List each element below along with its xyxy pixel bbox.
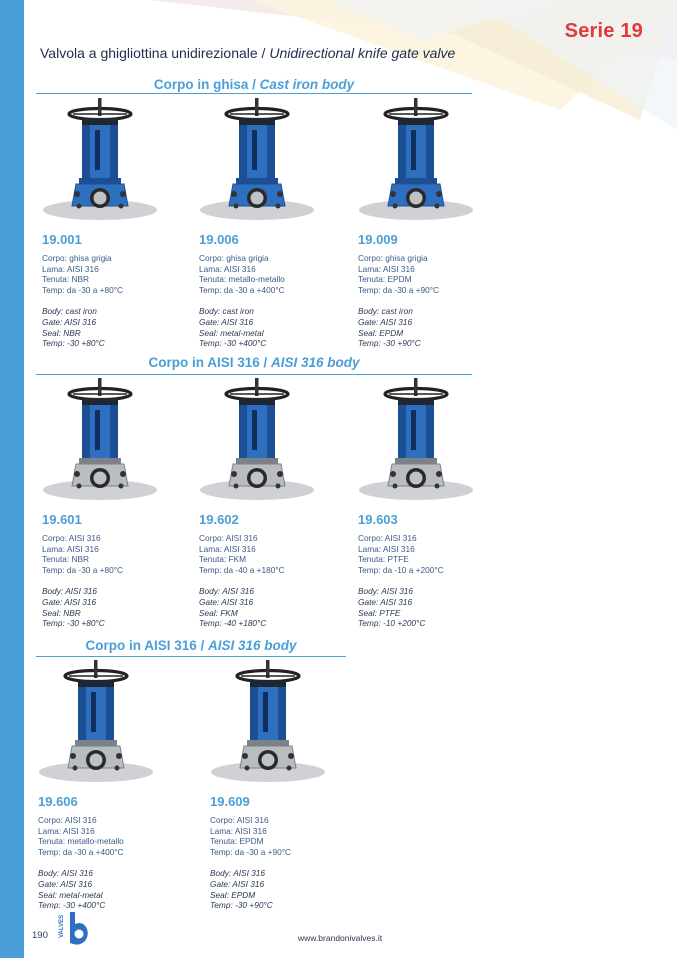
- spec-line: Corpo: ghisa grigia: [42, 253, 112, 263]
- spec-line: Temp: -30 +90°C: [210, 900, 273, 911]
- spec-line: Tenuta: EPDM: [210, 836, 264, 847]
- spec-line: Seal: metal-metal: [38, 889, 103, 900]
- product-code: 19.603: [358, 512, 398, 527]
- side-color-bar: [0, 0, 24, 958]
- spec-italian: [38, 815, 188, 857]
- spec-line: Temp: da -40 a +180°C: [199, 564, 285, 575]
- spec-line: Gate: AISI 316: [42, 316, 97, 327]
- spec-line: Corpo: AISI 316: [199, 533, 258, 543]
- product-code: 19.009: [358, 232, 398, 247]
- spec-line: Body: AISI 316: [358, 586, 414, 597]
- spec-line: Temp: -30 +90°C: [358, 338, 421, 349]
- product-card: [358, 98, 508, 349]
- product-card: [42, 98, 192, 349]
- spec-italian: [210, 815, 360, 857]
- spec-line: Seal: NBR: [42, 607, 81, 618]
- section-title-it: Corpo in AISI 316: [85, 638, 197, 653]
- page-title-it: Valvola a ghigliottina unidirezionale: [40, 45, 258, 61]
- spec-line: Tenuta: FKM: [199, 554, 247, 565]
- product-code: 19.601: [42, 512, 82, 527]
- spec-line: Gate: AISI 316: [42, 596, 97, 607]
- section-divider: [36, 656, 346, 657]
- spec-line: Temp: da -30 a +400°C: [38, 846, 124, 857]
- spec-line: Gate: AISI 316: [38, 878, 93, 889]
- spec-line: Gate: AISI 316: [199, 596, 254, 607]
- valve-image: [358, 378, 474, 504]
- spec-line: Lama: AISI 316: [42, 543, 99, 554]
- spec-line: Corpo: AISI 316: [358, 533, 417, 543]
- spec-italian: [42, 253, 192, 295]
- spec-line: Tenuta: NBR: [42, 554, 90, 565]
- spec-line: Lama: AISI 316: [358, 543, 415, 554]
- spec-italian: [358, 533, 508, 575]
- spec-line: Seal: FKM: [199, 607, 238, 618]
- logo-text: VALVES: [59, 914, 65, 938]
- spec-line: Seal: PTFE: [358, 607, 401, 618]
- spec-english: [38, 868, 188, 910]
- spec-line: Temp: da -30 a +90°C: [358, 284, 440, 295]
- spec-line: Corpo: ghisa grigia: [199, 253, 269, 263]
- spec-line: Tenuta: metallo-metallo: [199, 274, 285, 285]
- section-title-separator: /: [259, 355, 271, 370]
- section-heading-aisi316-b: [36, 638, 346, 653]
- spec-line: Lama: AISI 316: [210, 825, 267, 836]
- spec-english: [42, 306, 192, 348]
- section-title-en: AISI 316 body: [208, 638, 297, 653]
- product-card: [199, 98, 349, 349]
- valve-image: [210, 660, 326, 786]
- section-title-en: Cast iron body: [259, 77, 355, 92]
- spec-line: Temp: -30 +400°C: [199, 338, 267, 349]
- brand-logo: [58, 910, 92, 946]
- product-card: [358, 378, 508, 629]
- page-number: 190: [32, 930, 48, 941]
- spec-italian: [199, 253, 349, 295]
- spec-line: Body: cast iron: [358, 306, 413, 317]
- spec-english: [42, 586, 192, 628]
- section-divider: [36, 93, 472, 94]
- spec-line: Temp: da -30 a +80°C: [42, 564, 124, 575]
- spec-line: Tenuta: NBR: [42, 274, 90, 285]
- spec-line: Lama: AISI 316: [38, 825, 95, 836]
- valve-image: [199, 98, 315, 224]
- section-title-it: Corpo in AISI 316: [148, 355, 260, 370]
- spec-line: Temp: -30 +80°C: [42, 338, 105, 349]
- product-code: 19.602: [199, 512, 239, 527]
- spec-english: [358, 306, 508, 348]
- spec-english: [199, 586, 349, 628]
- spec-line: Body: AISI 316: [210, 868, 266, 879]
- series-label: Serie 19: [564, 20, 643, 42]
- spec-english: [199, 306, 349, 348]
- spec-line: Lama: AISI 316: [199, 543, 256, 554]
- spec-line: Seal: EPDM: [210, 889, 256, 900]
- product-card: [38, 660, 188, 911]
- page-title-separator: /: [257, 45, 270, 61]
- section-title-separator: /: [196, 638, 208, 653]
- spec-line: Corpo: ghisa grigia: [358, 253, 428, 263]
- product-card: [42, 378, 192, 629]
- spec-line: Body: cast iron: [199, 306, 254, 317]
- spec-line: Tenuta: EPDM: [358, 274, 412, 285]
- spec-italian: [358, 253, 508, 295]
- page-title: [40, 45, 455, 61]
- spec-line: Corpo: AISI 316: [210, 815, 269, 825]
- valve-image: [358, 98, 474, 224]
- spec-line: Corpo: AISI 316: [38, 815, 97, 825]
- valve-image: [38, 660, 154, 786]
- spec-line: Seal: NBR: [42, 327, 81, 338]
- spec-line: Tenuta: metallo-metallo: [38, 836, 124, 847]
- section-title-separator: /: [248, 77, 260, 92]
- valve-image: [42, 378, 158, 504]
- spec-line: Tenuta: PTFE: [358, 554, 409, 565]
- section-title-en: AISI 316 body: [271, 355, 360, 370]
- spec-line: Temp: -10 +200°C: [358, 618, 426, 629]
- spec-line: Corpo: AISI 316: [42, 533, 101, 543]
- spec-line: Gate: AISI 316: [210, 878, 265, 889]
- spec-italian: [199, 533, 349, 575]
- spec-line: Gate: AISI 316: [199, 316, 254, 327]
- product-code: 19.001: [42, 232, 82, 247]
- valve-image: [199, 378, 315, 504]
- website-url: www.brandonivalves.it: [298, 933, 383, 943]
- spec-line: Body: AISI 316: [38, 868, 94, 879]
- product-code: 19.006: [199, 232, 239, 247]
- section-heading-aisi316-a: [36, 355, 472, 370]
- spec-line: Gate: AISI 316: [358, 596, 413, 607]
- spec-italian: [42, 533, 192, 575]
- spec-line: Lama: AISI 316: [358, 263, 415, 274]
- spec-line: Temp: da -30 a +80°C: [42, 284, 124, 295]
- spec-line: Lama: AISI 316: [42, 263, 99, 274]
- spec-line: Temp: -30 +80°C: [42, 618, 105, 629]
- spec-line: Body: cast iron: [42, 306, 97, 317]
- spec-line: Temp: da -30 a +90°C: [210, 846, 292, 857]
- spec-line: Body: AISI 316: [42, 586, 98, 597]
- section-heading-cast-iron: [36, 77, 472, 92]
- spec-line: Temp: -40 +180°C: [199, 618, 267, 629]
- spec-line: Seal: metal-metal: [199, 327, 264, 338]
- section-title-it: Corpo in ghisa: [153, 77, 249, 92]
- spec-line: Temp: da -10 a +200°C: [358, 564, 444, 575]
- product-card: [210, 660, 360, 911]
- spec-line: Temp: da -30 a +400°C: [199, 284, 285, 295]
- spec-line: Lama: AISI 316: [199, 263, 256, 274]
- spec-english: [358, 586, 508, 628]
- page-title-en: Unidirectional knife gate valve: [269, 45, 456, 61]
- valve-image: [42, 98, 158, 224]
- product-code: 19.606: [38, 794, 78, 809]
- product-code: 19.609: [210, 794, 250, 809]
- spec-line: Temp: -30 +400°C: [38, 900, 106, 911]
- product-card: [199, 378, 349, 629]
- spec-english: [210, 868, 360, 910]
- spec-line: Body: AISI 316: [199, 586, 255, 597]
- section-divider: [36, 374, 472, 375]
- spec-line: Seal: EPDM: [358, 327, 404, 338]
- spec-line: Gate: AISI 316: [358, 316, 413, 327]
